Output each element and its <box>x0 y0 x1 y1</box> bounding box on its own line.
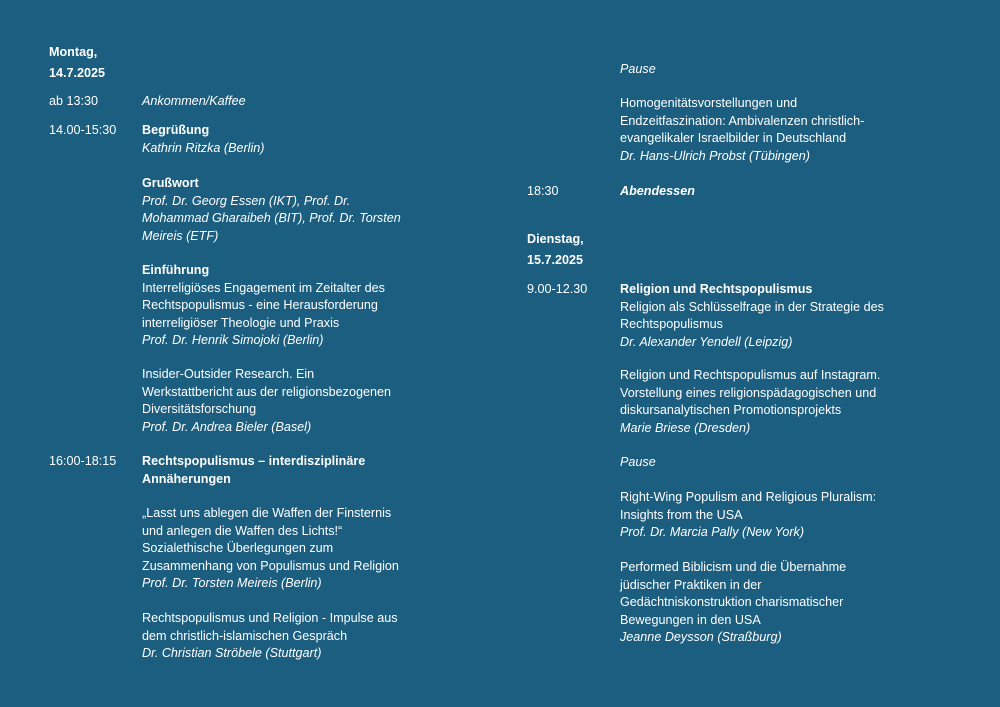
session2-title <box>142 453 442 488</box>
pause-label: Pause <box>620 62 656 76</box>
insider-text-line: Diversitätsforschung <box>142 402 257 416</box>
intro-title: Einführung <box>142 263 210 277</box>
talk-text-line: Insights from the USA <box>620 507 743 522</box>
grusswort-block <box>142 175 442 245</box>
talk-text-line: Endzeitfaszination: Ambivalenzen christlich- <box>620 113 865 128</box>
intro-speaker: Prof. Dr. Henrik Simojoki (Berlin) <box>142 333 324 347</box>
arrival-label: Ankommen/Kaffee <box>142 94 246 108</box>
time-dinner: 18:30 <box>527 184 559 198</box>
grusswort-title: Grußwort <box>142 176 199 190</box>
session3-block <box>620 281 920 351</box>
talk-text-line: und anlegen die Waffen des Lichts!“ <box>142 523 343 538</box>
time-session1: 14.00-15:30 <box>49 123 117 137</box>
talk-speaker: Dr. Hans-Ulrich Probst (Tübingen) <box>620 148 810 163</box>
time-arrival: ab 13:30 <box>49 94 99 108</box>
talk-text-line: jüdischer Praktiken in der <box>620 577 762 592</box>
session3-title: Religion und Rechtspopulismus <box>620 282 813 296</box>
talk-text-line: Performed Biblicism und die Übernahme <box>620 560 847 574</box>
talk-speaker: Prof. Dr. Torsten Meireis (Berlin) <box>142 576 322 590</box>
talk-text-line: Sozialethische Überlegungen zum <box>142 541 334 555</box>
session3-talk3 <box>620 489 920 542</box>
talk-text-line: Homogenitätsvorstellungen und <box>620 96 798 110</box>
talk-text-line: diskursanalytischen Promotionsprojekts <box>620 403 842 417</box>
talk-text-line: Vorstellung eines religionspädagogischen und <box>620 385 877 400</box>
grusswort-speaker-line: Prof. Dr. Georg Essen (IKT), Prof. Dr. <box>142 193 351 208</box>
talk-text-line: Right-Wing Populism and Religious Pluralism: <box>620 490 877 504</box>
talk-speaker: Jeanne Deysson (Straßburg) <box>620 630 782 644</box>
insider-speaker: Prof. Dr. Andrea Bieler (Basel) <box>142 419 312 434</box>
talk-text-line: Zusammenhang von Populismus und Religion <box>142 558 399 573</box>
dinner-label: Abendessen <box>620 184 695 198</box>
greeting-title: Begrüßung <box>142 123 210 137</box>
talk-speaker: Dr. Christian Ströbele (Stuttgart) <box>142 646 322 660</box>
grusswort-speaker-line: Mohammad Gharaibeh (BIT), Prof. Dr. Torsten <box>142 211 401 225</box>
greeting-speaker: Kathrin Ritzka (Berlin) <box>142 140 265 155</box>
homogen-talk <box>620 95 920 165</box>
intro-block <box>142 262 442 350</box>
talk-text-line: evangelikaler Israelbilder in Deutschland <box>620 131 847 145</box>
session2-title-line: Annäherungen <box>142 471 231 486</box>
session3-talk2 <box>620 367 920 437</box>
session2-title-line: Rechtspopulismus – interdisziplinäre <box>142 454 366 468</box>
talk-text-line: Rechtspopulismus und Religion - Impulse aus <box>142 611 398 625</box>
weekday: Montag, <box>49 45 98 59</box>
session2-talk1 <box>142 505 442 593</box>
talk-text-line: Religion und Rechtspopulismus auf Instagram. <box>620 368 881 382</box>
talk-text-line: „Lasst uns ablegen die Waffen der Finsternis <box>142 506 392 520</box>
session1-block <box>142 122 442 157</box>
talk-speaker: Prof. Dr. Marcia Pally (New York) <box>620 525 805 539</box>
intro-text-line: interreligiöser Theologie und Praxis <box>142 315 340 330</box>
insider-block <box>142 366 442 436</box>
talk-text-line: Religion als Schlüsselfrage in der Strategie des <box>620 299 884 314</box>
talk-speaker: Dr. Alexander Yendell (Leipzig) <box>620 334 793 349</box>
insider-text-line: Werkstattbericht aus der religionsbezogenen <box>142 384 391 399</box>
intro-text-line: Interreligiöses Engagement im Zeitalter des <box>142 280 385 295</box>
date: 15.7.2025 <box>527 253 584 267</box>
talk-text-line: dem christlich-islamischen Gespräch <box>142 628 348 643</box>
talk-speaker: Marie Briese (Dresden) <box>620 420 751 435</box>
day-heading-tuesday <box>527 229 584 271</box>
weekday: Dienstag, <box>527 232 584 246</box>
time-session3: 9.00-12.30 <box>527 282 588 296</box>
talk-text-line: Bewegungen in den USA <box>620 612 761 627</box>
time-session2: 16:00-18:15 <box>49 454 117 468</box>
insider-text-line: Insider-Outsider Research. Ein <box>142 367 315 381</box>
intro-text-line: Rechtspopulismus - eine Herausforderung <box>142 298 378 312</box>
grusswort-speaker-line: Meireis (ETF) <box>142 228 219 243</box>
session2-talk2 <box>142 610 442 663</box>
talk-text-line: Rechtspopulismus <box>620 317 723 331</box>
date: 14.7.2025 <box>49 66 106 80</box>
pause-label: Pause <box>620 455 656 469</box>
day-heading-monday <box>49 42 105 84</box>
session3-talk4 <box>620 559 920 647</box>
talk-text-line: Gedächtniskonstruktion charismatischer <box>620 595 844 609</box>
